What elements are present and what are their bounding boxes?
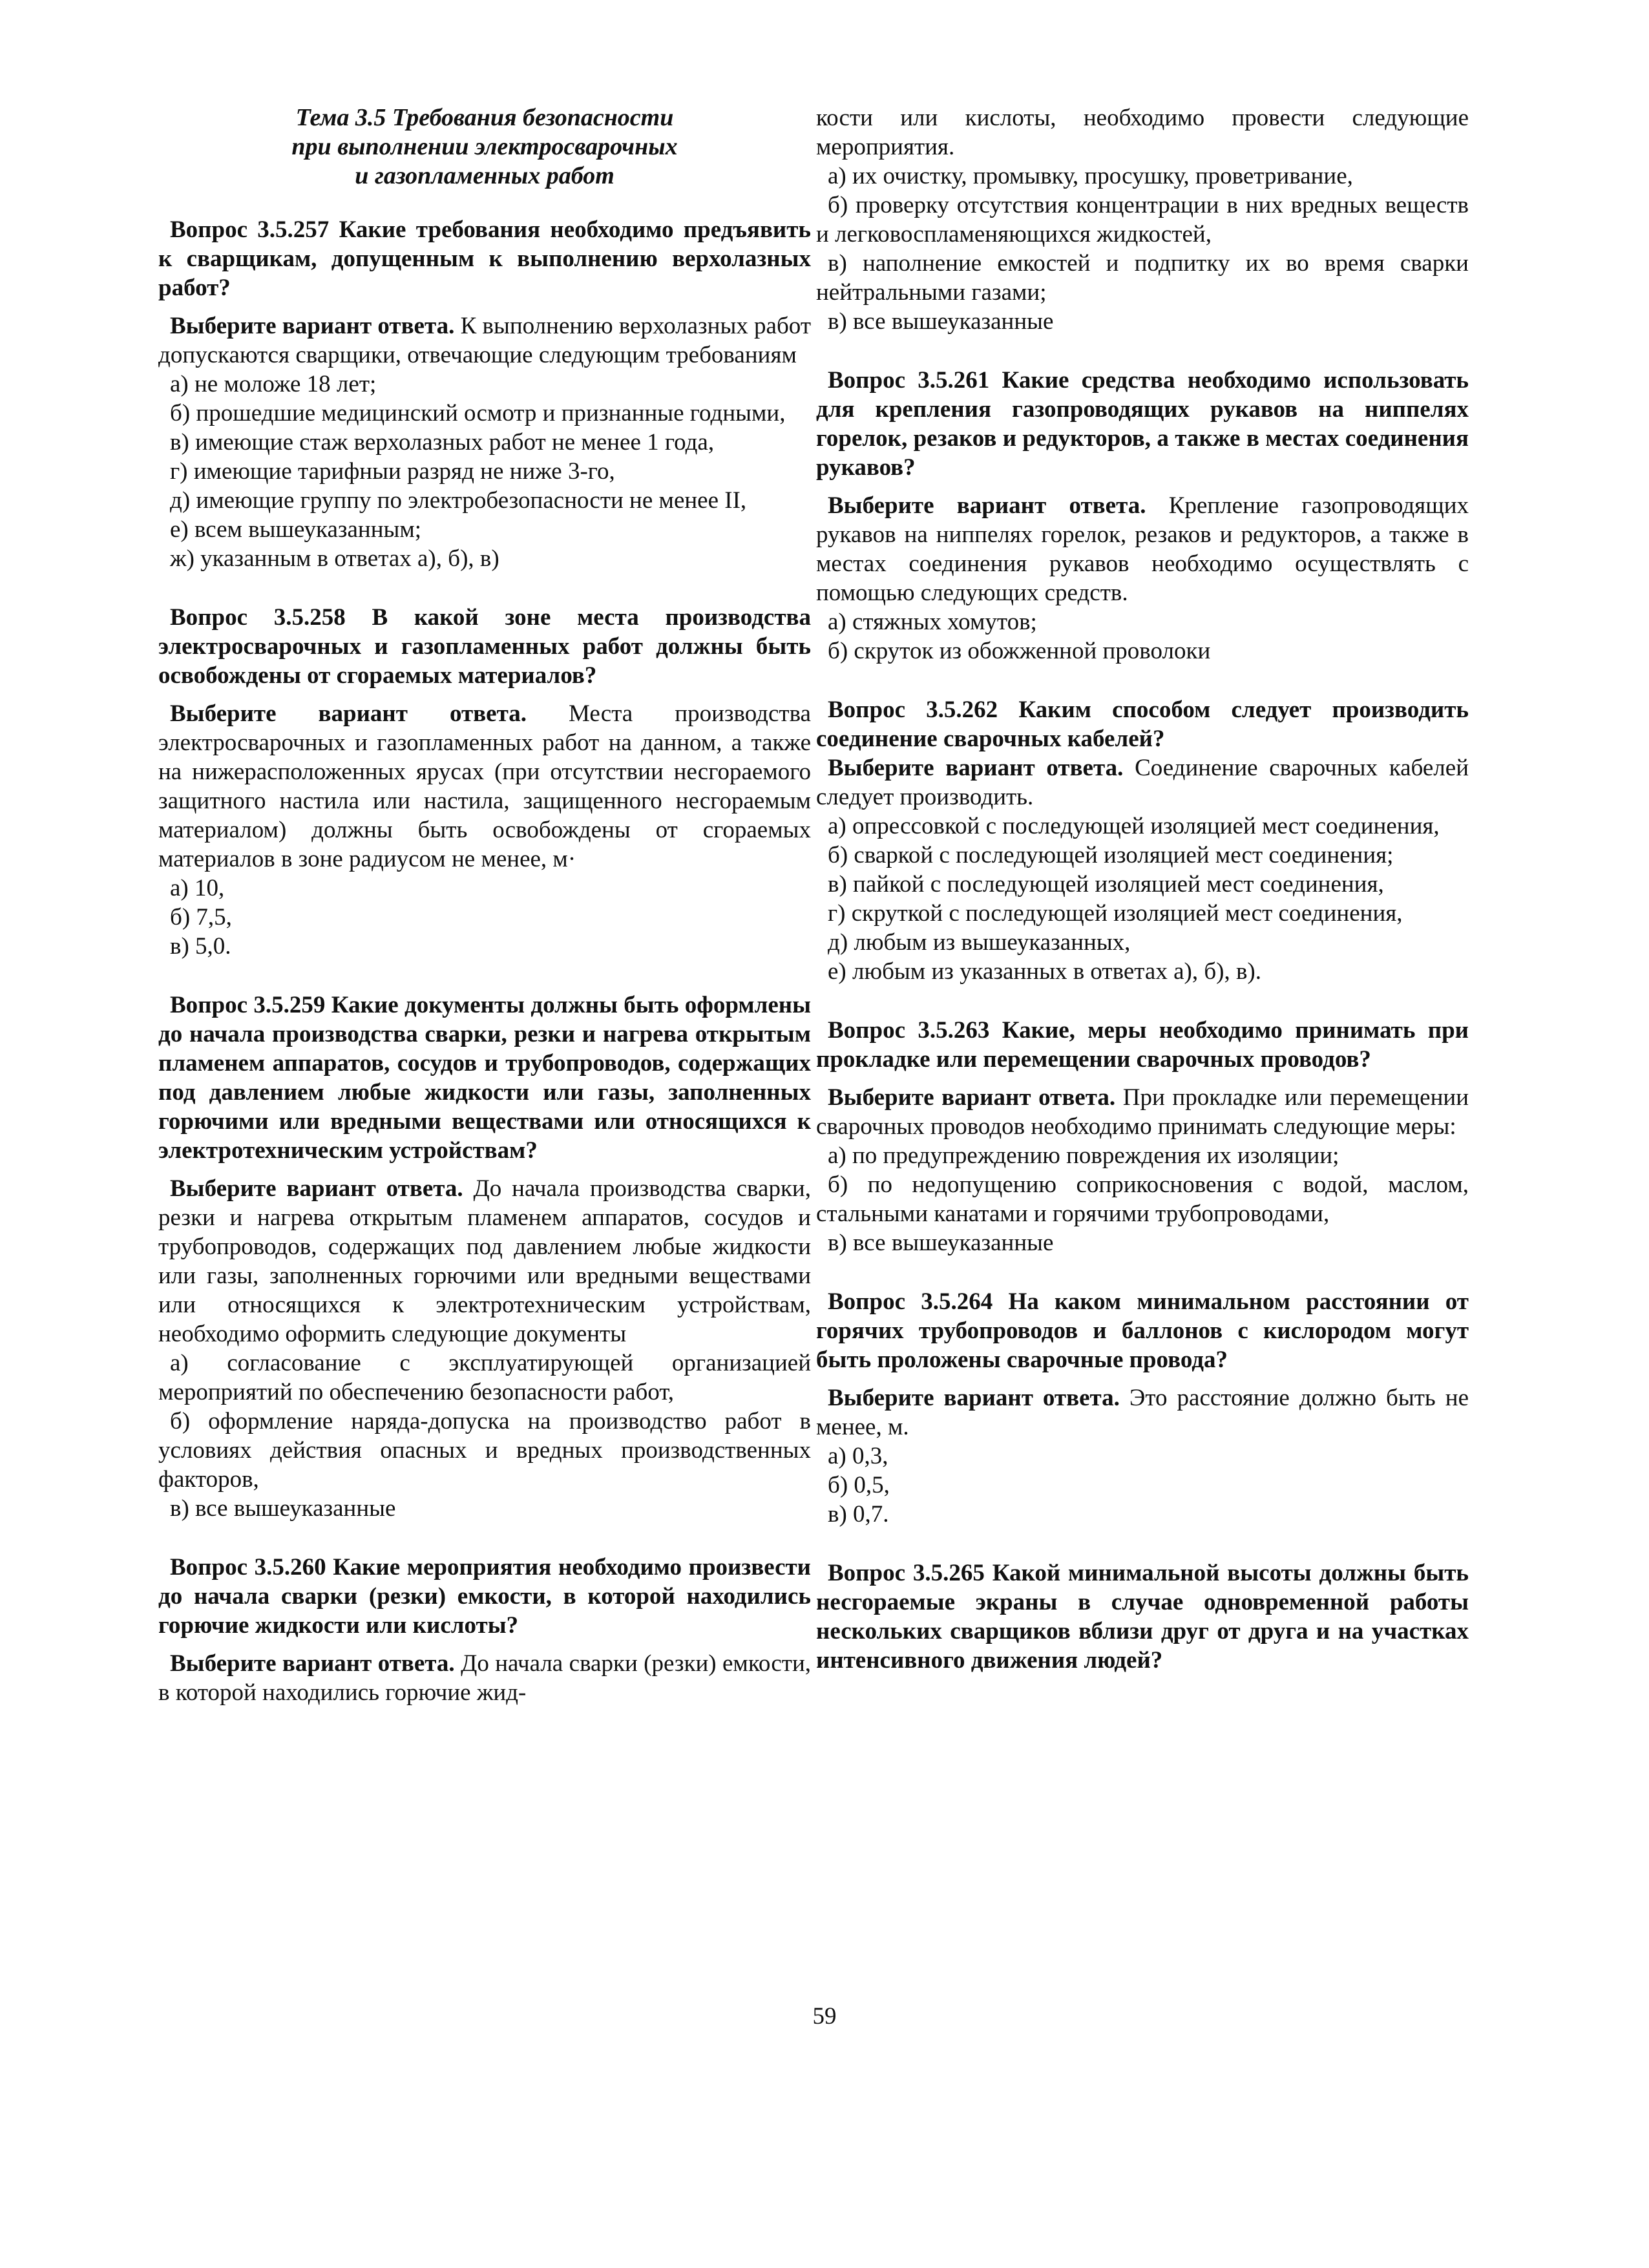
answer-option: е) всем вышеуказанным; — [170, 516, 422, 543]
answer-option: в) все вышеуказанные — [828, 308, 1054, 335]
prompt-label: Выберите вариант ответа. — [828, 755, 1124, 781]
answer-option: в) все вышеуказанные — [170, 1495, 396, 1522]
question-block-260 — [158, 1553, 811, 1707]
question-title: Вопрос 3.5.262 Каким способом следует производить соединение сварочных кабелей? — [816, 697, 1469, 752]
prompt-text: Это расстояние должно быть не менее, м. — [816, 1385, 1469, 1440]
answer-option: а) 0,3, — [828, 1443, 888, 1469]
prompt-text: К выполнению верхолазных работ допускаются сварщики, отвечающие следующим требованиям — [158, 313, 811, 368]
question-title: Вопрос 3.5.265 Какой минимальной высоты должны быть несгораемые экраны в случае одновременной работы нескольких сварщиков вблизи друг от друга и на участках интенсивного движения людей? — [816, 1560, 1469, 1674]
prompt-text: Соединение сварочных кабелей следует производить. — [816, 755, 1469, 810]
prompt-text: При прокладке или перемещении сварочных проводов необходимо принимать следующие меры: — [816, 1084, 1469, 1140]
left-column — [158, 103, 811, 1707]
question-block-265 — [816, 1559, 1469, 1675]
prompt-text: Места производства электросварочных и газопламенных работ на данном, а также на нижерасположенных ярусах (при отсутствии несгораемого защитного настила или настила, защищенного несгораемым материалом) должны быть освобождены от сгораемых материалов в зоне радиусом не менее, м· — [158, 700, 811, 872]
question-block-262 — [816, 695, 1469, 986]
prompt-label: Выберите вариант ответа. — [828, 1084, 1116, 1111]
prompt-label: Выберите вариант ответа. — [170, 1175, 463, 1202]
prompt-label: Выберите вариант ответа. — [170, 700, 527, 727]
topic-line: Тема 3.5 Требования безопасности — [295, 104, 674, 131]
answer-option: г) скруткой с последующей изоляцией мест соединения, — [828, 900, 1403, 927]
topic-line: при выполнении электросварочных — [291, 133, 678, 160]
answer-prompt — [158, 311, 811, 370]
prompt-label: Выберите вариант ответа. — [828, 1385, 1120, 1411]
answer-option: ж) указанным в ответах а), б), в) — [170, 545, 499, 572]
answer-option: в) наполнение емкостей и подпитку их во время сварки нейтральными газами; — [816, 250, 1469, 306]
prompt-text: До начала сварки (резки) емкости, в которой находились горючие жид- — [158, 1650, 811, 1706]
answer-option: а) стяжных хомутов; — [828, 609, 1037, 635]
answer-option: б) проверку отсутствия концентрации в них вредных веществ и легковоспламеняющихся жидкостей, — [816, 192, 1469, 247]
prompt-label: Выберите вариант ответа. — [828, 492, 1146, 519]
answer-prompt — [816, 753, 1469, 812]
answer-option: а) не моложе 18 лет; — [170, 371, 377, 397]
question-block-263 — [816, 1016, 1469, 1257]
answer-prompt — [816, 1383, 1469, 1442]
answer-option: б) оформление наряда-допуска на производство работ в условиях действия опасных и вредных производственных факторов, — [158, 1408, 811, 1493]
answer-option: в) 0,7. — [828, 1501, 889, 1528]
question-block-258 — [158, 603, 811, 961]
question-title: Вопрос 3.5.261 Какие средства необходимо использовать для крепления газопроводящих рукавов на ниппелях горелок, резаков и редукторов, а также в местах соединения рукавов? — [816, 367, 1469, 481]
page-number: 59 — [812, 2003, 837, 2030]
question-title: Вопрос 3.5.259 Какие документы должны быть оформлены до начала производства сварки, резки и нагрева открытым пламенем аппаратов, сосудов и трубопроводов, содержащих под давлением любые жидкости или газы, заполненных горючими или вредными веществами или относящихся к электротехническим устройствам? — [158, 992, 811, 1164]
answer-option: а) по предупреждению повреждения их изоляции; — [828, 1142, 1339, 1169]
topic-line: и газопламенных работ — [355, 162, 614, 189]
question-title: Вопрос 3.5.258 В какой зоне места производства электросварочных и газопламенных работ должны быть освобождены от сгораемых материалов? — [158, 604, 811, 689]
prompt-label: Выберите вариант ответа. — [170, 313, 455, 339]
answer-option: б) сваркой с последующей изоляцией мест соединения; — [828, 842, 1394, 868]
answer-option: б) прошедшие медицинский осмотр и признанные годными, — [170, 400, 786, 426]
answer-prompt — [816, 491, 1469, 607]
answer-option: в) все вышеуказанные — [828, 1230, 1054, 1256]
answer-option: б) скруток из обожженной проволоки — [828, 638, 1211, 664]
question-block-257 — [158, 215, 811, 573]
prompt-text: До начала производства сварки, резки и нагрева открытым пламенем аппаратов, сосудов и трубопроводов, содержащих под давлением любые жидкости или газы, заполненных горючими или вредными веществами или относящихся к электротехническим устройствам, необходимо оформить следующие документы — [158, 1175, 811, 1347]
answer-option: а) 10, — [170, 875, 225, 901]
answer-option: г) имеющие тарифныи разряд не ниже 3-го, — [170, 458, 615, 485]
answer-prompt — [158, 1649, 811, 1707]
question-title: Вопрос 3.5.264 На каком минимальном расстоянии от горячих трубопроводов и баллонов с кислородом могут быть проложены сварочные провода? — [816, 1288, 1469, 1373]
prompt-text: Крепление газопроводящих рукавов на ниппелях горелок, резаков и редукторов, а также в местах соединения рукавов необходимо осуществлять с помощью следующих средств. — [816, 492, 1469, 606]
answer-prompt — [158, 699, 811, 874]
question-title: Вопрос 3.5.260 Какие мероприятия необходимо произвести до начала сварки (резки) емкости, в которой находились горючие жидкости или кислоты? — [158, 1554, 811, 1639]
question-block-259 — [158, 991, 811, 1523]
answer-option: е) любым из указанных в ответах а), б), в). — [828, 958, 1262, 985]
question-block-260-continued — [816, 103, 1469, 336]
continuation-text: кости или кислоты, необходимо провести следующие мероприятия. — [816, 105, 1469, 160]
answer-option: б) по недопущению соприкосновения с водой, маслом, стальными канатами и горячими трубопроводами, — [816, 1171, 1469, 1227]
topic-heading — [158, 103, 811, 191]
answer-option: а) опрессовкой с последующей изоляцией мест соединения, — [828, 813, 1440, 839]
answer-option: в) 5,0. — [170, 933, 231, 960]
answer-prompt — [816, 1083, 1469, 1141]
question-title: Вопрос 3.5.263 Какие, меры необходимо принимать при прокладке или перемещении сварочных проводов? — [816, 1017, 1469, 1073]
answer-option: д) любым из вышеуказанных, — [828, 929, 1131, 956]
question-block-261 — [816, 366, 1469, 666]
question-block-264 — [816, 1287, 1469, 1529]
answer-prompt — [158, 1174, 811, 1349]
question-title: Вопрос 3.5.257 Какие требования необходимо предъявить к сварщикам, допущенным к выполнению верхолазных работ? — [158, 216, 811, 301]
answer-option: в) пайкой с последующей изоляцией мест соединения, — [828, 871, 1384, 898]
answer-option: д) имеющие группу по электробезопасности не менее II, — [170, 487, 747, 514]
answer-option: б) 7,5, — [170, 904, 232, 930]
right-column — [816, 103, 1469, 1684]
prompt-label: Выберите вариант ответа. — [170, 1650, 455, 1677]
answer-option: в) имеющие стаж верхолазных работ не менее 1 года, — [170, 429, 715, 456]
answer-option: а) их очистку, промывку, просушку, проветривание, — [828, 163, 1353, 189]
answer-option: а) согласование с эксплуатирующей организацией мероприятий по обеспечению безопасности работ, — [158, 1350, 811, 1405]
answer-option: б) 0,5, — [828, 1472, 890, 1498]
